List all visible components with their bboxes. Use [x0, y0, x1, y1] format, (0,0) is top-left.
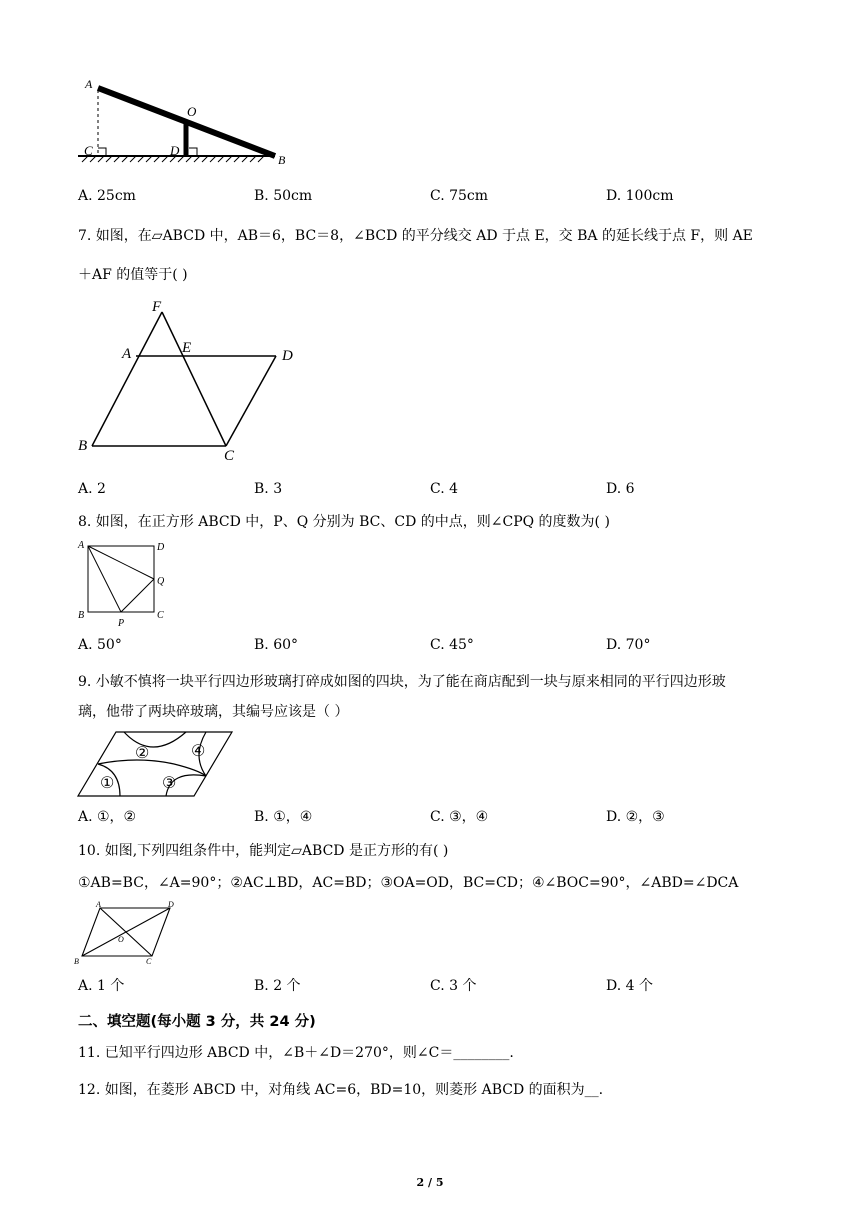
- q8-option-d[interactable]: D. 70°: [606, 637, 651, 653]
- q6-option-b[interactable]: B. 50cm: [254, 188, 313, 204]
- q12-question: 12. 如图，在菱形 ABCD 中，对角线 AC=6，BD=10，则菱形 ABCD 的面积为__.: [78, 1082, 604, 1098]
- q10-label-b: B: [74, 957, 79, 966]
- q9-piece-1: ①: [100, 775, 115, 792]
- page-number: 2 / 5: [416, 1176, 444, 1189]
- q10-label-a: A: [96, 900, 101, 909]
- q10-question-line1: 10. 如图,下列四组条件中，能判定▱ABCD 是正方形的有( ): [78, 843, 449, 859]
- q7-option-a[interactable]: A. 2: [78, 481, 106, 497]
- q8-label-d: D: [157, 542, 165, 553]
- q7-question-line1: 7. 如图，在▱ABCD 中，AB＝6，BC＝8，∠BCD 的平分线交 AD 于点 E，交 BA 的延长线于点 F，则 AE: [78, 228, 753, 244]
- q7-question-line2: ＋AF 的值等于( ): [78, 267, 188, 283]
- q6-label-b: B: [278, 153, 286, 167]
- q8-label-a: A: [78, 540, 85, 551]
- q6-figure: [70, 70, 300, 175]
- q8-figure: [72, 538, 182, 630]
- q9-option-a[interactable]: A. ①，②: [78, 809, 137, 825]
- q7-label-d: D: [282, 348, 293, 364]
- q6-option-c[interactable]: C. 75cm: [430, 188, 489, 204]
- q9-option-b[interactable]: B. ①，④: [254, 809, 313, 825]
- q6-label-o: O: [187, 104, 197, 119]
- q9-option-d[interactable]: D. ②，③: [606, 809, 665, 825]
- q9-option-c[interactable]: C. ③，④: [430, 809, 489, 825]
- q10-option-c[interactable]: C. 3 个: [430, 978, 477, 994]
- q8-label-c: C: [157, 610, 164, 621]
- q7-figure: [74, 298, 304, 468]
- q9-figure: [74, 726, 236, 802]
- q11-question: 11. 已知平行四边形 ABCD 中，∠B＋∠D＝270°，则∠C＝________.: [78, 1045, 514, 1061]
- q9-piece-3: ③: [162, 775, 177, 792]
- q7-option-b[interactable]: B. 3: [254, 481, 283, 497]
- q10-label-o: O: [118, 935, 124, 944]
- q7-label-b: B: [78, 438, 88, 454]
- q8-option-a[interactable]: A. 50°: [78, 637, 122, 653]
- q7-option-d[interactable]: D. 6: [606, 481, 635, 497]
- q6-option-d[interactable]: D. 100cm: [606, 188, 674, 204]
- q10-figure: [72, 898, 182, 966]
- q6-option-a[interactable]: A. 25cm: [78, 188, 136, 204]
- q7-label-a: A: [122, 346, 132, 362]
- q6-label-c: C: [84, 143, 93, 158]
- q9-question-line2: 璃，他带了两块碎玻璃，其编号应该是（ ）: [78, 704, 349, 720]
- q10-option-a[interactable]: A. 1 个: [78, 978, 125, 994]
- q8-question: 8. 如图，在正方形 ABCD 中，P、Q 分别为 BC、CD 的中点，则∠CPQ 的度数为( ): [78, 514, 610, 530]
- q8-label-q: Q: [157, 576, 165, 587]
- q10-question-line2: ①AB=BC，∠A=90°；②AC⊥BD，AC=BD；③OA=OD，BC=CD；④∠BOC=90°，∠ABD=∠DCA: [78, 875, 739, 891]
- q7-label-e: E: [182, 340, 192, 356]
- q8-label-b: B: [78, 610, 85, 621]
- q9-question-line1: 9. 小敏不慎将一块平行四边形玻璃打碎成如图的四块，为了能在商店配到一块与原来相同的平行四边形玻: [78, 674, 726, 690]
- q7-label-c: C: [224, 448, 235, 464]
- q8-option-c[interactable]: C. 45°: [430, 637, 474, 653]
- q8-label-p: P: [118, 618, 125, 629]
- q7-label-f: F: [152, 299, 162, 315]
- section-2-heading: 二、填空题(每小题 3 分，共 24 分): [78, 1014, 316, 1030]
- q6-label-a: A: [85, 77, 93, 91]
- q9-piece-4: ④: [191, 743, 206, 760]
- q7-option-c[interactable]: C. 4: [430, 481, 459, 497]
- q10-option-d[interactable]: D. 4 个: [606, 978, 653, 994]
- q10-option-b[interactable]: B. 2 个: [254, 978, 301, 994]
- q10-label-d: D: [168, 900, 174, 909]
- q9-piece-2: ②: [135, 745, 150, 762]
- q10-label-c: C: [146, 957, 152, 966]
- q8-option-b[interactable]: B. 60°: [254, 637, 299, 653]
- q6-label-d: D: [170, 143, 180, 158]
